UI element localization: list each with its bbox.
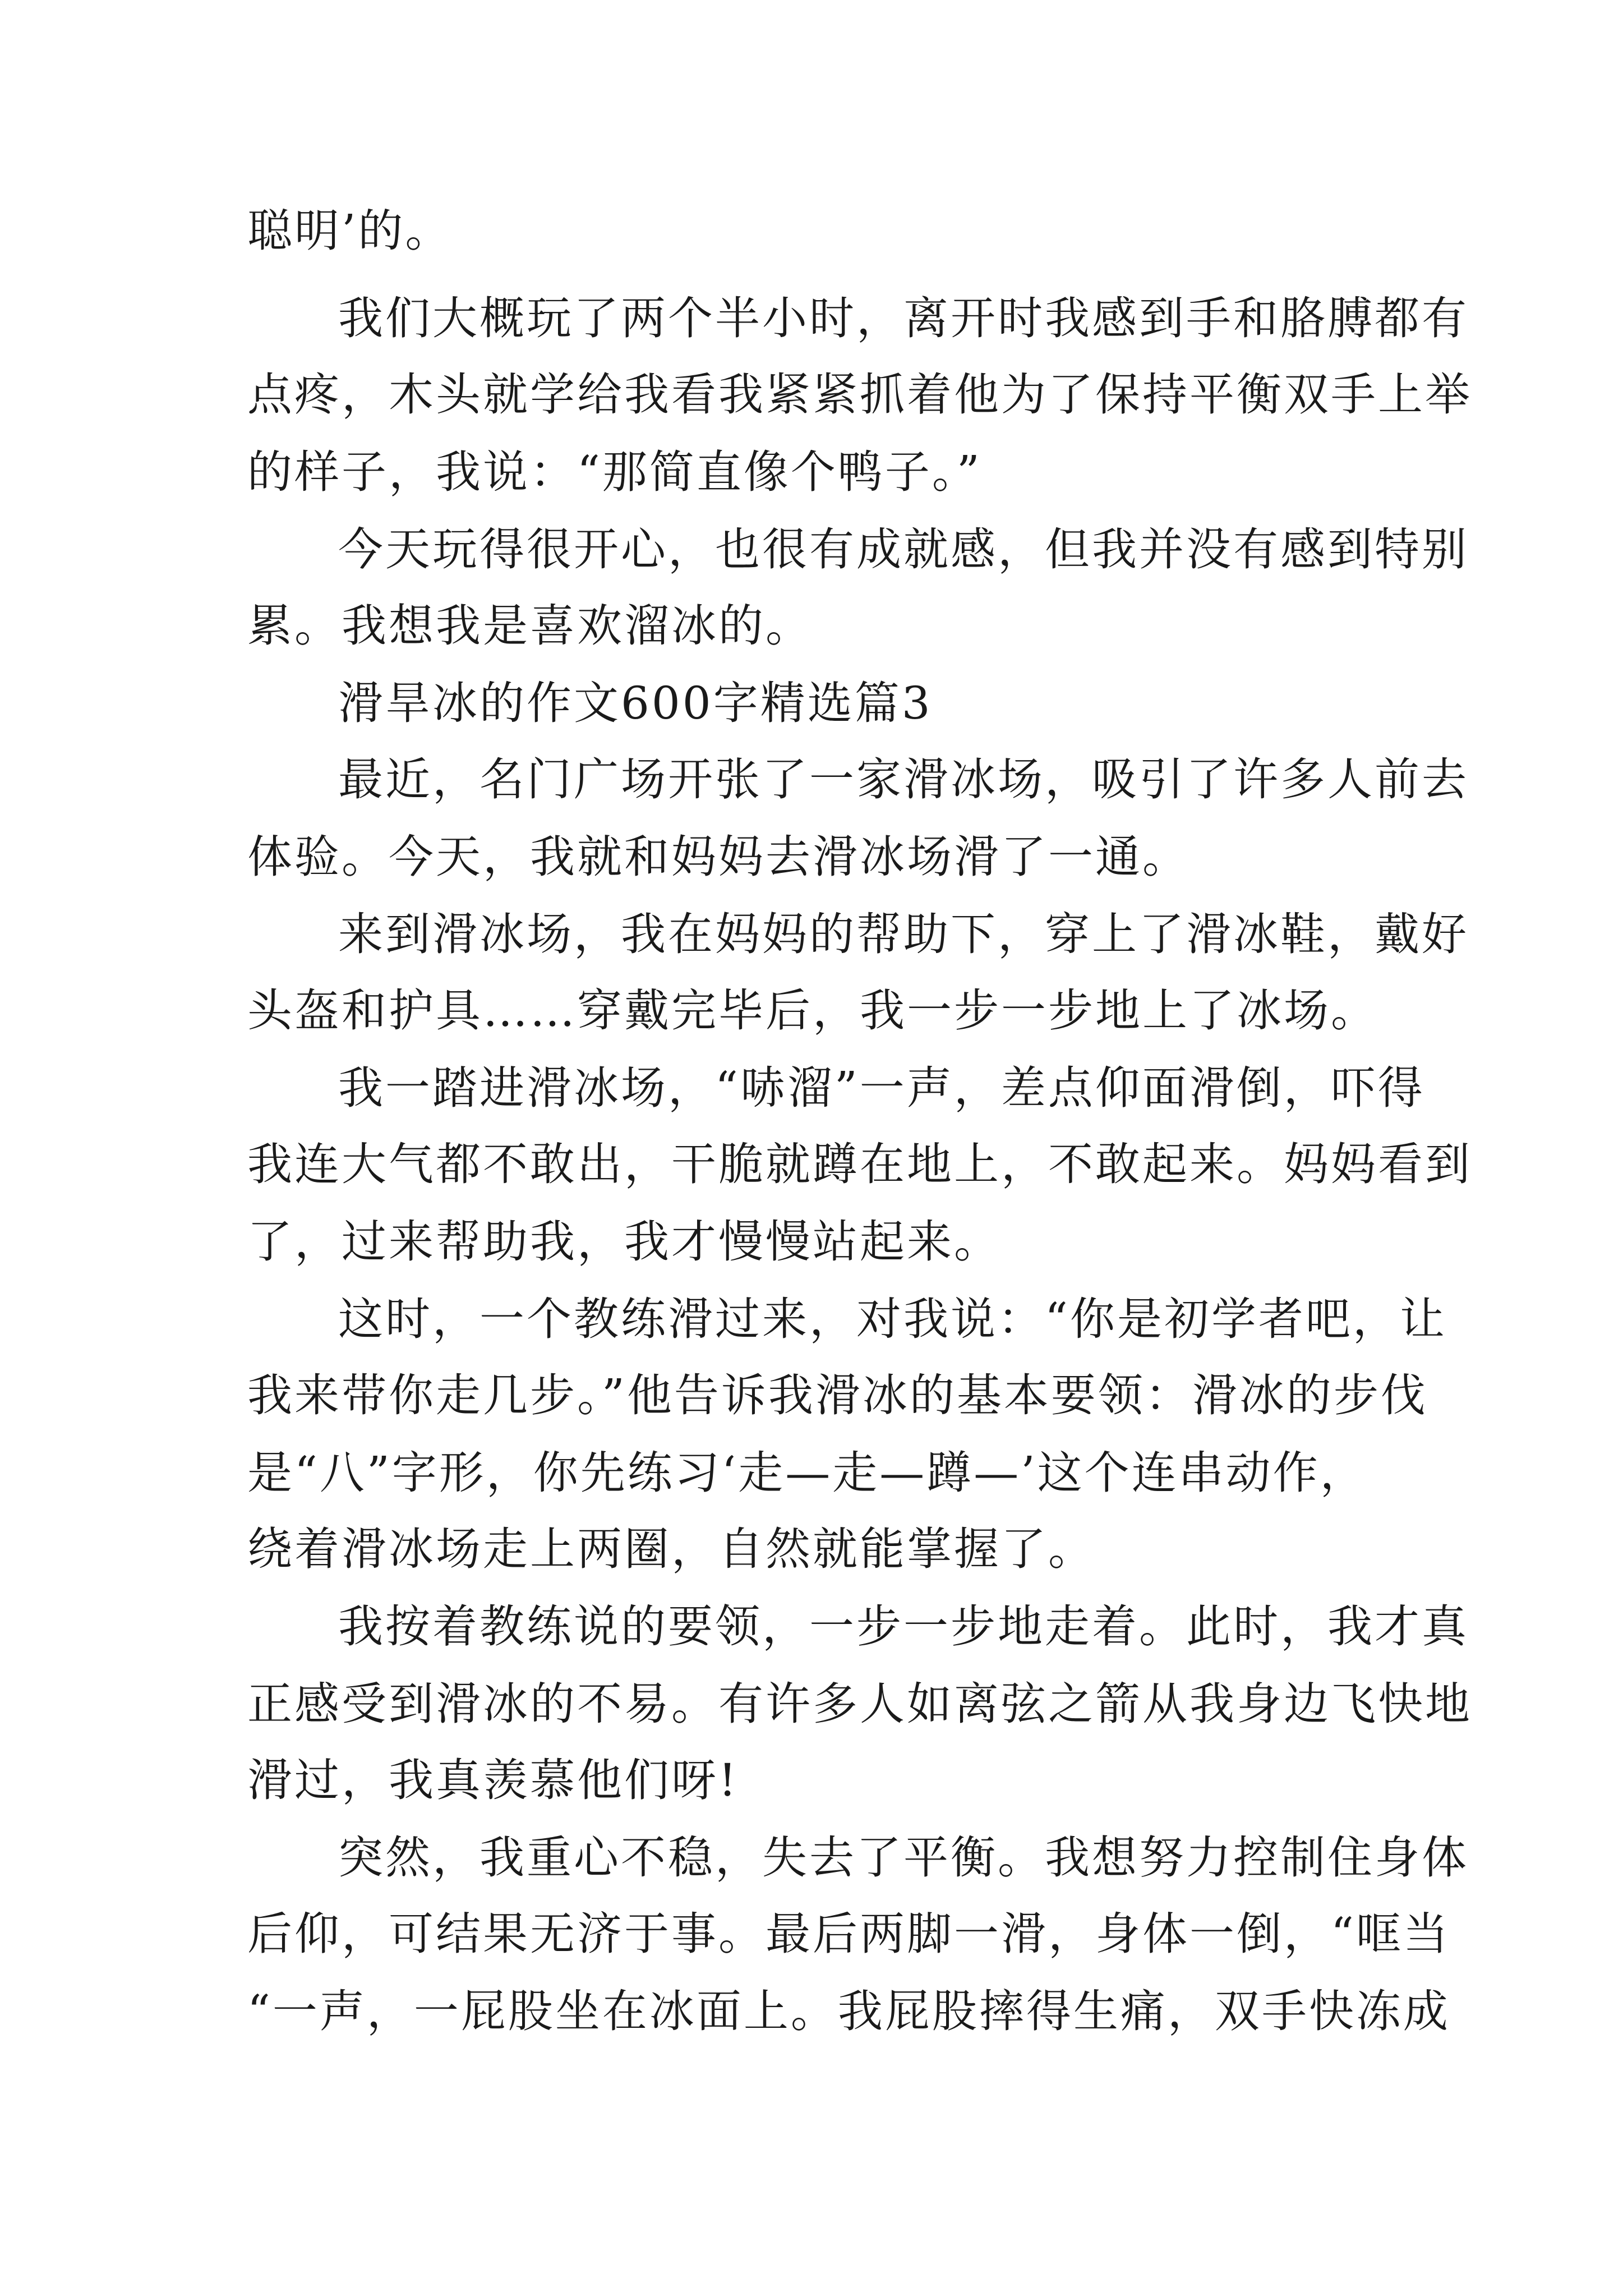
text-line: 头盔和护具……穿戴完毕后，我一步一步地上了冰场。: [247, 984, 1378, 1037]
text-line: 后仰，可结果无济于事。最后两脚一滑，身体一倒，“哐当: [247, 1908, 1450, 1960]
text-line: 今天玩得很开心，也很有成就感，但我并没有感到特别: [338, 523, 1469, 576]
text-line: 点疼，木头就学给我看我紧紧抓着他为了保持平衡双手上举: [247, 369, 1472, 421]
text-line: 滑过，我真羡慕他们呀!: [247, 1754, 739, 1806]
text-line: 体验。今天，我就和妈妈去滑冰场滑了一通。: [247, 831, 1189, 883]
text-line: 绕着滑冰场走上两圈，自然就能掌握了。: [247, 1523, 1095, 1575]
text-line: 最近，名门广场开张了一家滑冰场，吸引了许多人前去: [338, 753, 1469, 806]
text-line: 这时，一个教练滑过来，对我说：“你是初学者吧，让: [338, 1293, 1447, 1345]
text-line: 了，过来帮助我，我才慢慢站起来。: [247, 1216, 1001, 1268]
text-line: 是“八”字形，你先练习‘走—走—蹲—’这个连串动作，: [247, 1447, 1367, 1499]
text-line: 我一踏进滑冰场，“哧溜”一声，差点仰面滑倒，吓得: [338, 1062, 1425, 1114]
text-line: 正感受到滑冰的不易。有许多人如离弦之箭从我身边飞快地: [247, 1678, 1472, 1730]
text-line: 聪明’的。: [247, 205, 453, 257]
text-line: 的样子，我说：“那简直像个鸭子。”: [247, 446, 982, 498]
text-line: 我们大概玩了两个半小时，离开时我感到手和胳膊都有: [338, 292, 1469, 344]
text-line: 累。我想我是喜欢溜冰的。: [247, 600, 813, 652]
text-line: 我来带你走几步。”他告诉我滑冰的基本要领：滑冰的步伐: [247, 1369, 1428, 1421]
text-line: 突然，我重心不稳，失去了平衡。我想努力控制住身体: [338, 1832, 1469, 1884]
text-line: “一声，一屁股坐在冰面上。我屁股摔得生痛，双手快冻成: [247, 1985, 1450, 2037]
section-heading: 滑旱冰的作文600字精选篇3: [338, 677, 933, 729]
text-line: 来到滑冰场，我在妈妈的帮助下，穿上了滑冰鞋，戴好: [338, 908, 1469, 960]
text-line: 我按着教练说的要领，一步一步地走着。此时，我才真: [338, 1600, 1469, 1653]
text-line: 我连大气都不敢出，干脆就蹲在地上，不敢起来。妈妈看到: [247, 1138, 1472, 1190]
